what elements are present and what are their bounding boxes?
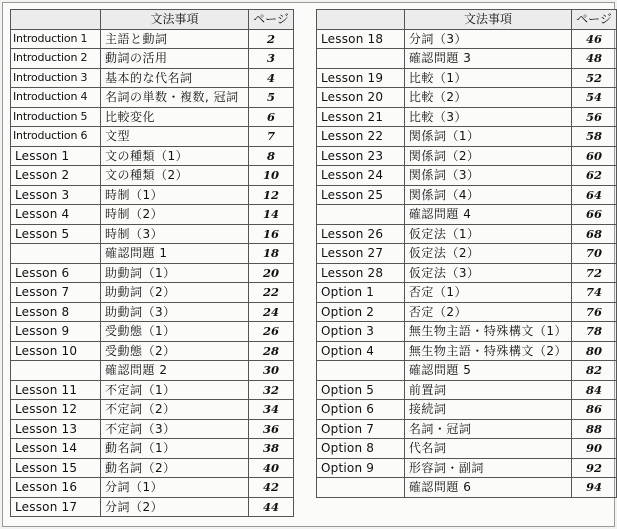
page-cell: 54	[572, 88, 617, 108]
topic-cell: 動名詞（2）	[101, 458, 249, 478]
topic-cell: 助動詞（1）	[101, 263, 249, 283]
page-cell: 58	[572, 127, 617, 147]
lesson-cell: Lesson 26	[317, 224, 405, 244]
page-cell: 94	[572, 478, 617, 498]
page-cell: 84	[572, 380, 617, 400]
topic-cell: 形容詞・副詞	[404, 458, 571, 478]
page-cell: 74	[572, 283, 617, 303]
table-row	[317, 263, 617, 283]
table-row	[317, 205, 617, 225]
topic-header: 文法事項	[101, 10, 249, 30]
page-cell: 48	[572, 49, 617, 69]
page-cell: 60	[572, 146, 617, 166]
table-row	[11, 497, 294, 517]
page-cell: 38	[249, 439, 294, 459]
topic-cell: 無生物主語・特殊構文（2）	[404, 341, 571, 361]
topic-cell: 確認問題 1	[101, 244, 249, 264]
topic-cell: 分詞（2）	[101, 497, 249, 517]
table-row	[317, 166, 617, 186]
table-row	[11, 283, 294, 303]
table-row	[11, 146, 294, 166]
topic-cell: 動詞の活用	[101, 49, 249, 69]
table-row	[317, 283, 617, 303]
lesson-cell: Option 6	[317, 400, 405, 420]
page-cell: 10	[249, 166, 294, 186]
lesson-cell: Option 9	[317, 458, 405, 478]
lesson-cell: Introduction 1	[11, 29, 101, 49]
topic-cell: 確認問題 5	[404, 361, 571, 381]
toc-table-right	[316, 9, 617, 498]
page-cell: 36	[249, 419, 294, 439]
page-cell: 4	[249, 68, 294, 88]
table-row	[317, 49, 617, 69]
topic-cell: 否定（1）	[404, 283, 571, 303]
table-row	[317, 302, 617, 322]
lesson-cell: Lesson 21	[317, 107, 405, 127]
topic-cell: 助動詞（2）	[101, 283, 249, 303]
page-cell: 78	[572, 322, 617, 342]
table-row	[11, 127, 294, 147]
page-cell: 42	[249, 478, 294, 498]
table-row	[317, 68, 617, 88]
lesson-cell: Option 7	[317, 419, 405, 439]
topic-cell: 無生物主語・特殊構文（1）	[404, 322, 571, 342]
page-cell: 26	[249, 322, 294, 342]
lesson-cell	[11, 244, 101, 264]
topic-cell: 代名詞	[404, 439, 571, 459]
topic-cell: 比較（3）	[404, 107, 571, 127]
table-row	[11, 29, 294, 49]
lesson-cell	[11, 361, 101, 381]
lesson-cell: Lesson 15	[11, 458, 101, 478]
page-cell: 16	[249, 224, 294, 244]
table-row	[11, 380, 294, 400]
topic-cell: 接続詞	[404, 400, 571, 420]
lesson-cell	[317, 478, 405, 498]
lesson-cell: Lesson 28	[317, 263, 405, 283]
topic-cell: 確認問題 2	[101, 361, 249, 381]
page-cell: 32	[249, 380, 294, 400]
page-cell: 2	[249, 29, 294, 49]
header-row	[11, 10, 294, 30]
topic-cell: 仮定法（1）	[404, 224, 571, 244]
page-cell: 14	[249, 205, 294, 225]
lesson-cell: Option 1	[317, 283, 405, 303]
topic-cell: 確認問題 3	[404, 49, 571, 69]
lesson-cell	[317, 361, 405, 381]
page-header: ページ	[249, 10, 294, 30]
page-cell: 22	[249, 283, 294, 303]
topic-cell: 不定詞（2）	[101, 400, 249, 420]
page-cell: 82	[572, 361, 617, 381]
table-row	[317, 146, 617, 166]
page-cell: 56	[572, 107, 617, 127]
table-row	[317, 88, 617, 108]
topic-cell: 文の種類（2）	[101, 166, 249, 186]
lesson-cell: Lesson 10	[11, 341, 101, 361]
lesson-cell: Lesson 2	[11, 166, 101, 186]
page-cell: 6	[249, 107, 294, 127]
topic-cell: 関係詞（1）	[404, 127, 571, 147]
lesson-cell: Lesson 22	[317, 127, 405, 147]
topic-cell: 比較（2）	[404, 88, 571, 108]
table-row	[11, 400, 294, 420]
lesson-cell: Lesson 20	[317, 88, 405, 108]
table-row	[11, 205, 294, 225]
topic-cell: 分詞（3）	[404, 29, 571, 49]
page-cell: 30	[249, 361, 294, 381]
lesson-cell: Option 8	[317, 439, 405, 459]
lesson-cell: Lesson 8	[11, 302, 101, 322]
lesson-cell: Lesson 24	[317, 166, 405, 186]
lesson-cell: Lesson 9	[11, 322, 101, 342]
topic-cell: 仮定法（2）	[404, 244, 571, 264]
topic-cell: 否定（2）	[404, 302, 571, 322]
lesson-cell: Introduction 2	[11, 49, 101, 69]
topic-cell: 確認問題 6	[404, 478, 571, 498]
lesson-cell: Lesson 13	[11, 419, 101, 439]
topic-cell: 受動態（1）	[101, 322, 249, 342]
page-cell: 66	[572, 205, 617, 225]
page-cell: 68	[572, 224, 617, 244]
page-header: ページ	[572, 10, 617, 30]
lesson-cell: Introduction 5	[11, 107, 101, 127]
page-cell: 88	[572, 419, 617, 439]
lesson-cell: Lesson 3	[11, 185, 101, 205]
topic-cell: 関係詞（3）	[404, 166, 571, 186]
topic-cell: 分詞（1）	[101, 478, 249, 498]
topic-cell: 動名詞（1）	[101, 439, 249, 459]
table-row	[11, 458, 294, 478]
topic-cell: 文型	[101, 127, 249, 147]
page-cell: 80	[572, 341, 617, 361]
table-row	[11, 419, 294, 439]
topic-cell: 助動詞（3）	[101, 302, 249, 322]
page-cell: 46	[572, 29, 617, 49]
topic-cell: 時制（1）	[101, 185, 249, 205]
lesson-cell: Introduction 3	[11, 68, 101, 88]
lesson-cell: Lesson 27	[317, 244, 405, 264]
page-cell: 64	[572, 185, 617, 205]
page-cell: 62	[572, 166, 617, 186]
topic-cell: 名詞の単数・複数, 冠詞	[101, 88, 249, 108]
page-cell: 40	[249, 458, 294, 478]
lesson-cell: Lesson 1	[11, 146, 101, 166]
page-cell: 90	[572, 439, 617, 459]
lesson-cell: Option 2	[317, 302, 405, 322]
table-row	[11, 88, 294, 108]
topic-cell: 名詞・冠詞	[404, 419, 571, 439]
page-cell: 18	[249, 244, 294, 264]
topic-cell: 比較（1）	[404, 68, 571, 88]
table-row	[11, 244, 294, 264]
table-row	[11, 166, 294, 186]
page-cell: 92	[572, 458, 617, 478]
lesson-cell: Lesson 17	[11, 497, 101, 517]
topic-cell: 仮定法（3）	[404, 263, 571, 283]
table-row	[317, 322, 617, 342]
lesson-cell: Option 5	[317, 380, 405, 400]
topic-cell: 関係詞（2）	[404, 146, 571, 166]
page-cell: 70	[572, 244, 617, 264]
table-row	[317, 400, 617, 420]
topic-cell: 前置詞	[404, 380, 571, 400]
table-row	[317, 185, 617, 205]
table-row	[317, 127, 617, 147]
page-cell: 34	[249, 400, 294, 420]
table-row	[317, 458, 617, 478]
page-cell: 8	[249, 146, 294, 166]
table-row	[11, 361, 294, 381]
page-cell: 12	[249, 185, 294, 205]
table-row	[11, 49, 294, 69]
lesson-cell: Lesson 23	[317, 146, 405, 166]
page-cell: 3	[249, 49, 294, 69]
page-cell: 76	[572, 302, 617, 322]
table-row	[11, 478, 294, 498]
lesson-cell: Lesson 12	[11, 400, 101, 420]
lesson-header	[11, 10, 101, 30]
lesson-cell: Lesson 19	[317, 68, 405, 88]
toc-table-left	[10, 9, 294, 517]
page-cell: 86	[572, 400, 617, 420]
lesson-cell	[317, 49, 405, 69]
table-row	[317, 341, 617, 361]
table-row	[11, 322, 294, 342]
topic-cell: 比較変化	[101, 107, 249, 127]
table-row	[317, 439, 617, 459]
table-row	[317, 29, 617, 49]
topic-header: 文法事項	[404, 10, 571, 30]
topic-cell: 確認問題 4	[404, 205, 571, 225]
lesson-cell: Option 3	[317, 322, 405, 342]
table-row	[317, 419, 617, 439]
lesson-cell: Lesson 4	[11, 205, 101, 225]
lesson-cell: Lesson 7	[11, 283, 101, 303]
table-row	[317, 244, 617, 264]
table-row	[11, 439, 294, 459]
page-cell: 72	[572, 263, 617, 283]
table-row	[317, 361, 617, 381]
topic-cell: 主語と動詞	[101, 29, 249, 49]
table-row	[11, 341, 294, 361]
topic-cell: 不定詞（3）	[101, 419, 249, 439]
page-cell: 28	[249, 341, 294, 361]
lesson-cell: Lesson 6	[11, 263, 101, 283]
page-cell: 20	[249, 263, 294, 283]
topic-cell: 文の種類（1）	[101, 146, 249, 166]
topic-cell: 時制（3）	[101, 224, 249, 244]
lesson-cell: Lesson 25	[317, 185, 405, 205]
topic-cell: 受動態（2）	[101, 341, 249, 361]
table-row	[11, 68, 294, 88]
table-row	[11, 302, 294, 322]
lesson-cell: Lesson 18	[317, 29, 405, 49]
lesson-cell: Lesson 14	[11, 439, 101, 459]
lesson-header	[317, 10, 405, 30]
table-row	[11, 107, 294, 127]
table-row	[11, 263, 294, 283]
table-row	[317, 380, 617, 400]
topic-cell: 時制（2）	[101, 205, 249, 225]
page-cell: 7	[249, 127, 294, 147]
table-row	[11, 185, 294, 205]
lesson-cell: Lesson 11	[11, 380, 101, 400]
topic-cell: 基本的な代名詞	[101, 68, 249, 88]
page-cell: 24	[249, 302, 294, 322]
lesson-cell: Lesson 16	[11, 478, 101, 498]
topic-cell: 関係詞（4）	[404, 185, 571, 205]
topic-cell: 不定詞（1）	[101, 380, 249, 400]
header-row	[317, 10, 617, 30]
table-row	[317, 224, 617, 244]
page-cell: 5	[249, 88, 294, 108]
table-row	[317, 478, 617, 498]
lesson-cell: Lesson 5	[11, 224, 101, 244]
lesson-cell: Introduction 4	[11, 88, 101, 108]
lesson-cell: Introduction 6	[11, 127, 101, 147]
table-row	[11, 224, 294, 244]
page-cell: 52	[572, 68, 617, 88]
lesson-cell	[317, 205, 405, 225]
table-row	[317, 107, 617, 127]
lesson-cell: Option 4	[317, 341, 405, 361]
page-cell: 44	[249, 497, 294, 517]
